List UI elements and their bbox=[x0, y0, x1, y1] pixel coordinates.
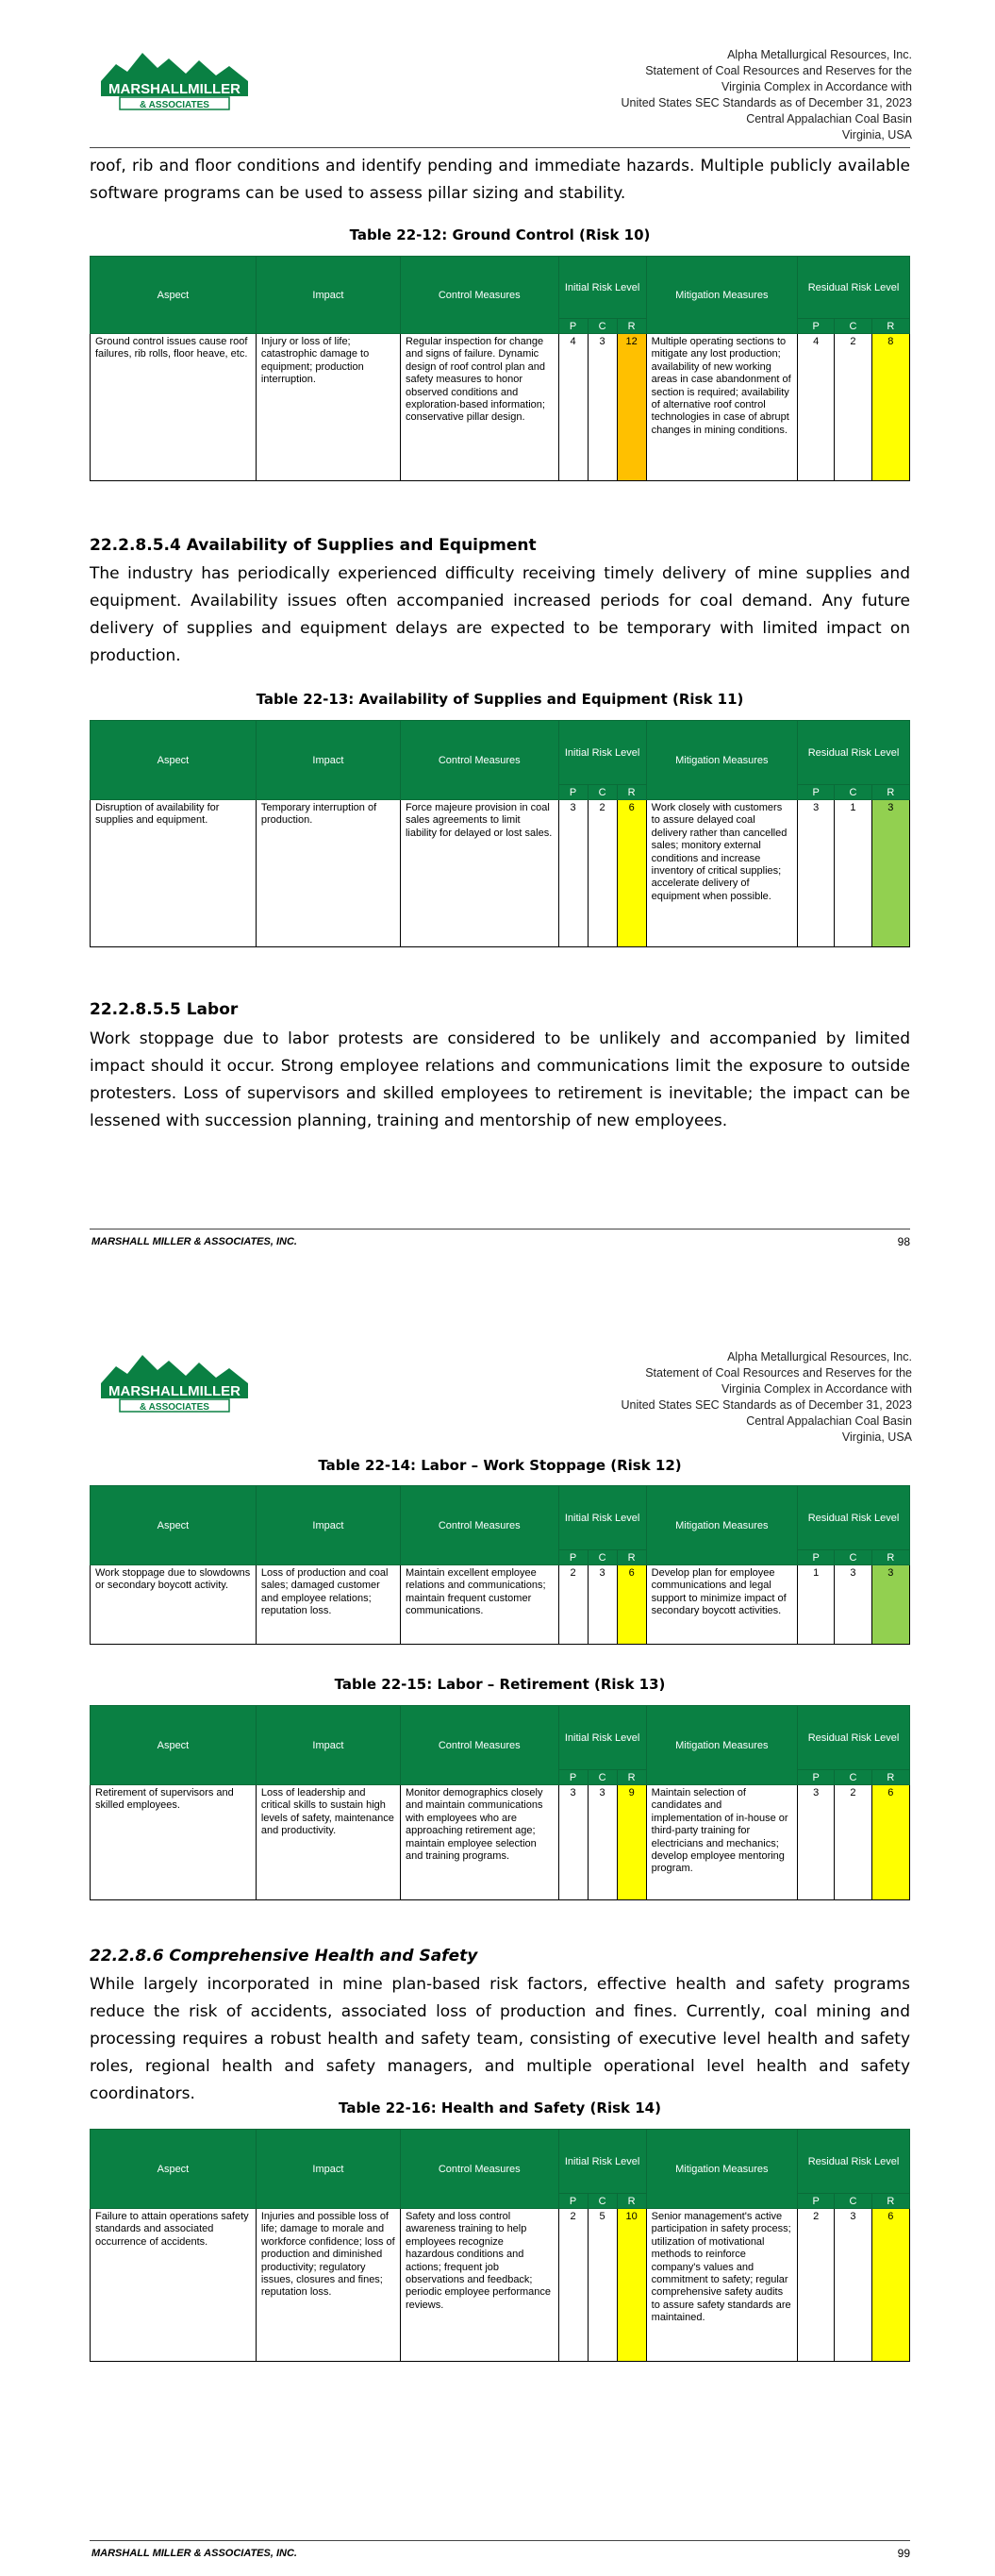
cell-control: Force majeure provision in coal sales agreements to limit liability for delayed or lost sales. bbox=[400, 800, 558, 947]
intro-paragraph: roof, rib and floor conditions and identify pending and immediate hazards. Multiple publicly available software programs can be used to assess pillar sizing and stability. bbox=[90, 157, 910, 203]
svg-text:& ASSOCIATES: & ASSOCIATES bbox=[140, 1402, 209, 1413]
cell-aspect: Work stoppage due to slowdowns or secondary boycott activity. bbox=[91, 1565, 257, 1645]
cell-impact: Injury or loss of life; catastrophic damage to equipment; production interruption. bbox=[256, 334, 400, 481]
cell-aspect: Disruption of availability for supplies and equipment. bbox=[91, 800, 257, 947]
cell-control: Monitor demographics closely and maintain communications with employees who are approaching retirement age; maintain employee selection and training programs. bbox=[400, 1785, 558, 1900]
residual-risk-score: 8 bbox=[871, 334, 909, 481]
cell-impact: Loss of leadership and critical skills to sustain high levels of safety, maintenance and productivity. bbox=[256, 1785, 400, 1900]
marshall-miller-logo bbox=[99, 1342, 250, 1415]
svg-text:MARSHALLMILLER: MARSHALLMILLER bbox=[108, 81, 240, 97]
cell-mitigation: Multiple operating sections to mitigate any lost production; availability of new working areas in case abandonment of section is required; availability of alternative roof control technologies in case of abrupt changes in mining conditions. bbox=[646, 334, 797, 481]
page-98 bbox=[0, 0, 995, 1264]
cell-impact: Temporary interruption of production. bbox=[256, 800, 400, 947]
cell-control: Safety and loss control awareness training to help employees recognize hazardous conditions and actions; frequent job observations and feedback; periodic employee performance reviews. bbox=[400, 2209, 558, 2362]
page-99 bbox=[0, 1302, 995, 2567]
table-caption: Table 22-15: Labor – Retirement (Risk 13) bbox=[334, 1676, 666, 1693]
cell-mitigation: Develop plan for employee communications and legal support to minimize impact of secondary boycott activities. bbox=[646, 1565, 797, 1645]
risk-table-work-stoppage: Aspect Impact Control Measures Initial Risk Level Mitigation Measures Residual Risk Level P C R P C R Work stoppage due to slowdowns or secondary boycott activity. Loss of production and coal sales; damaged customer and employee relations; reputation loss. Maintain excellent employee relations and communications; maintain frequent customer communications. 2 3 6 Develop plan for employee communications and legal support to minimize impact of secondary boycott activities. 1 3 3 bbox=[90, 1485, 910, 1645]
section-heading: 22.2.8.6 Comprehensive Health and Safety bbox=[90, 1947, 478, 1965]
initial-risk-score: 9 bbox=[617, 1785, 646, 1900]
page-number: 99 bbox=[897, 2547, 910, 2560]
cell-mitigation: Work closely with customers to assure delayed coal delivery rather than cancelled sales; monitory external conditions and increase inventory of critical supplies; accelerate delivery of equipment when possible. bbox=[646, 800, 797, 947]
svg-text:MARSHALLMILLER: MARSHALLMILLER bbox=[108, 1383, 240, 1399]
residual-risk-score: 3 bbox=[871, 1565, 909, 1645]
footer-company: MARSHALL MILLER & ASSOCIATES, INC. bbox=[91, 2548, 297, 2559]
header-rule bbox=[90, 147, 910, 148]
svg-text:& ASSOCIATES: & ASSOCIATES bbox=[140, 100, 209, 110]
risk-table-retirement: Aspect Impact Control Measures Initial Risk Level Mitigation Measures Residual Risk Level P C R P C R Retirement of supervisors and skilled employees. Loss of leadership and critical skills to sustain high levels of safety, maintenance and productivity. Monitor demographics closely and maintain communications with employees who are approaching retirement age; maintain employee selection and training programs. 3 3 9 Maintain selection of candidates and implementation of in-house or third-party training for electricians and mechanics; develop employee mentoring program. 3 2 6 bbox=[90, 1705, 910, 1900]
cell-control: Regular inspection for change and signs of failure. Dynamic design of roof control plan and safety measures to honor observed conditions and exploration-based information; conservative pillar design. bbox=[400, 334, 558, 481]
residual-risk-score: 6 bbox=[871, 1785, 909, 1900]
cell-control: Maintain excellent employee relations and communications; maintain frequent customer communications. bbox=[400, 1565, 558, 1645]
risk-table-health-safety: Aspect Impact Control Measures Initial Risk Level Mitigation Measures Residual Risk Level P C R P C R Failure to attain operations safety standards and associated occurrence of accidents. Injuries and possible loss of life; damage to morale and workforce confidence; loss of production and diminished productivity; regulatory issues, closures and fines; reputation loss. Safety and loss control awareness training to help employees recognize hazardous conditions and actions; frequent job observations and feedback; periodic employee performance reviews. 2 5 10 Senior management's active participation in safety process; utilization of motivational methods to reinforce company's values and commitment to safety; regular comprehensive safety audits to assure safety standards are maintained. 2 3 6 bbox=[90, 2129, 910, 2362]
risk-table-ground-control: Aspect Impact Control Measures Initial Risk Level Mitigation Measures Residual Risk Level P C R P C R Ground control issues cause roof failures, rib rolls, floor heave, etc. Injury or loss of life; catastrophic damage to equipment; production interruption. Regular inspection for change and signs of failure. Dynamic design of roof control plan and safety measures to honor observed conditions and exploration-based information; conservative pillar design. 4 3 12 Multiple operating sections to mitigate any lost production; availability of new working areas in case abandonment of section is required; availability of alternative roof control technologies in case of abrupt changes in mining conditions. 4 2 8 bbox=[90, 256, 910, 481]
risk-table-supplies: Aspect Impact Control Measures Initial Risk Level Mitigation Measures Residual Risk Level P C R P C R Disruption of availability for supplies and equipment. Temporary interruption of production. Force majeure provision in coal sales agreements to limit liability for delayed or lost sales. 3 2 6 Work closely with customers to assure delayed coal delivery rather than cancelled sales; monitory external conditions and increase inventory of critical supplies; accelerate delivery of equipment when possible. 3 1 3 bbox=[90, 720, 910, 947]
cell-mitigation: Senior management's active participation in safety process; utilization of motivational methods to reinforce company's values and commitment to safety; regular comprehensive safety audits to assure safety standards are maintained. bbox=[646, 2209, 797, 2362]
footer-company: MARSHALL MILLER & ASSOCIATES, INC. bbox=[91, 1236, 297, 1247]
initial-risk-score: 10 bbox=[617, 2209, 646, 2362]
marshall-miller-logo bbox=[99, 40, 250, 113]
cell-mitigation: Maintain selection of candidates and implementation of in-house or third-party training for electricians and mechanics; develop employee mentoring program. bbox=[646, 1785, 797, 1900]
section-heading: 22.2.8.5.5 Labor bbox=[90, 1000, 239, 1019]
section-paragraph: Work stoppage due to labor protests are considered to be unlikely and accompanied by limited impact should it occur. Strong employee relations and communications limit the exposure to outside protesters. Loss of supervisors and skilled employees to retirement is inevitable; the impact can be lessened with succession planning, training and mentorship of new employees. bbox=[90, 1029, 910, 1130]
cell-impact: Loss of production and coal sales; damaged customer and employee relations; reputation loss. bbox=[256, 1565, 400, 1645]
initial-risk-score: 12 bbox=[617, 334, 646, 481]
section-heading: 22.2.8.5.4 Availability of Supplies and Equipment bbox=[90, 536, 537, 555]
table-caption: Table 22-14: Labor – Work Stoppage (Risk 12) bbox=[318, 1457, 682, 1474]
document-header: Alpha Metallurgical Resources, Inc. Statement of Coal Resources and Reserves for the Virginia Complex in Accordance with United States SEC Standards as of December 31, 2023 Central Appalachian Coal Basin Virginia, USA bbox=[621, 48, 912, 142]
residual-risk-score: 3 bbox=[871, 800, 909, 947]
cell-aspect: Retirement of supervisors and skilled employees. bbox=[91, 1785, 257, 1900]
table-caption: Table 22-12: Ground Control (Risk 10) bbox=[349, 226, 651, 243]
section-paragraph: The industry has periodically experienced difficulty receiving timely delivery of mine supplies and equipment. Availability issues often accompanied increased periods for coal demand. Any future delivery of supplies and equipment delays are expected to be temporary with limited impact on production. bbox=[90, 564, 910, 665]
page-number: 98 bbox=[897, 1235, 910, 1248]
cell-aspect: Failure to attain operations safety standards and associated occurrence of accidents. bbox=[91, 2209, 257, 2362]
section-paragraph: While largely incorporated in mine plan-based risk factors, effective health and safety programs reduce the risk of accidents, associated loss of production and fines. Currently, coal mining and processing requires a robust health and safety team, consisting of executive level health and safety roles, regional health and safety managers, and multiple operational level health and safety coordinators. bbox=[90, 1975, 910, 2103]
cell-impact: Injuries and possible loss of life; damage to morale and workforce confidence; loss of production and diminished productivity; regulatory issues, closures and fines; reputation loss. bbox=[256, 2209, 400, 2362]
table-caption: Table 22-16: Health and Safety (Risk 14) bbox=[339, 2099, 661, 2116]
document-header: Alpha Metallurgical Resources, Inc. Statement of Coal Resources and Reserves for the Virginia Complex in Accordance with United States SEC Standards as of December 31, 2023 Central Appalachian Coal Basin Virginia, USA bbox=[621, 1350, 912, 1444]
initial-risk-score: 6 bbox=[617, 1565, 646, 1645]
cell-aspect: Ground control issues cause roof failures, rib rolls, floor heave, etc. bbox=[91, 334, 257, 481]
residual-risk-score: 6 bbox=[871, 2209, 909, 2362]
initial-risk-score: 6 bbox=[617, 800, 646, 947]
footer-rule bbox=[90, 2540, 910, 2541]
table-caption: Table 22-13: Availability of Supplies and Equipment (Risk 11) bbox=[256, 691, 744, 708]
